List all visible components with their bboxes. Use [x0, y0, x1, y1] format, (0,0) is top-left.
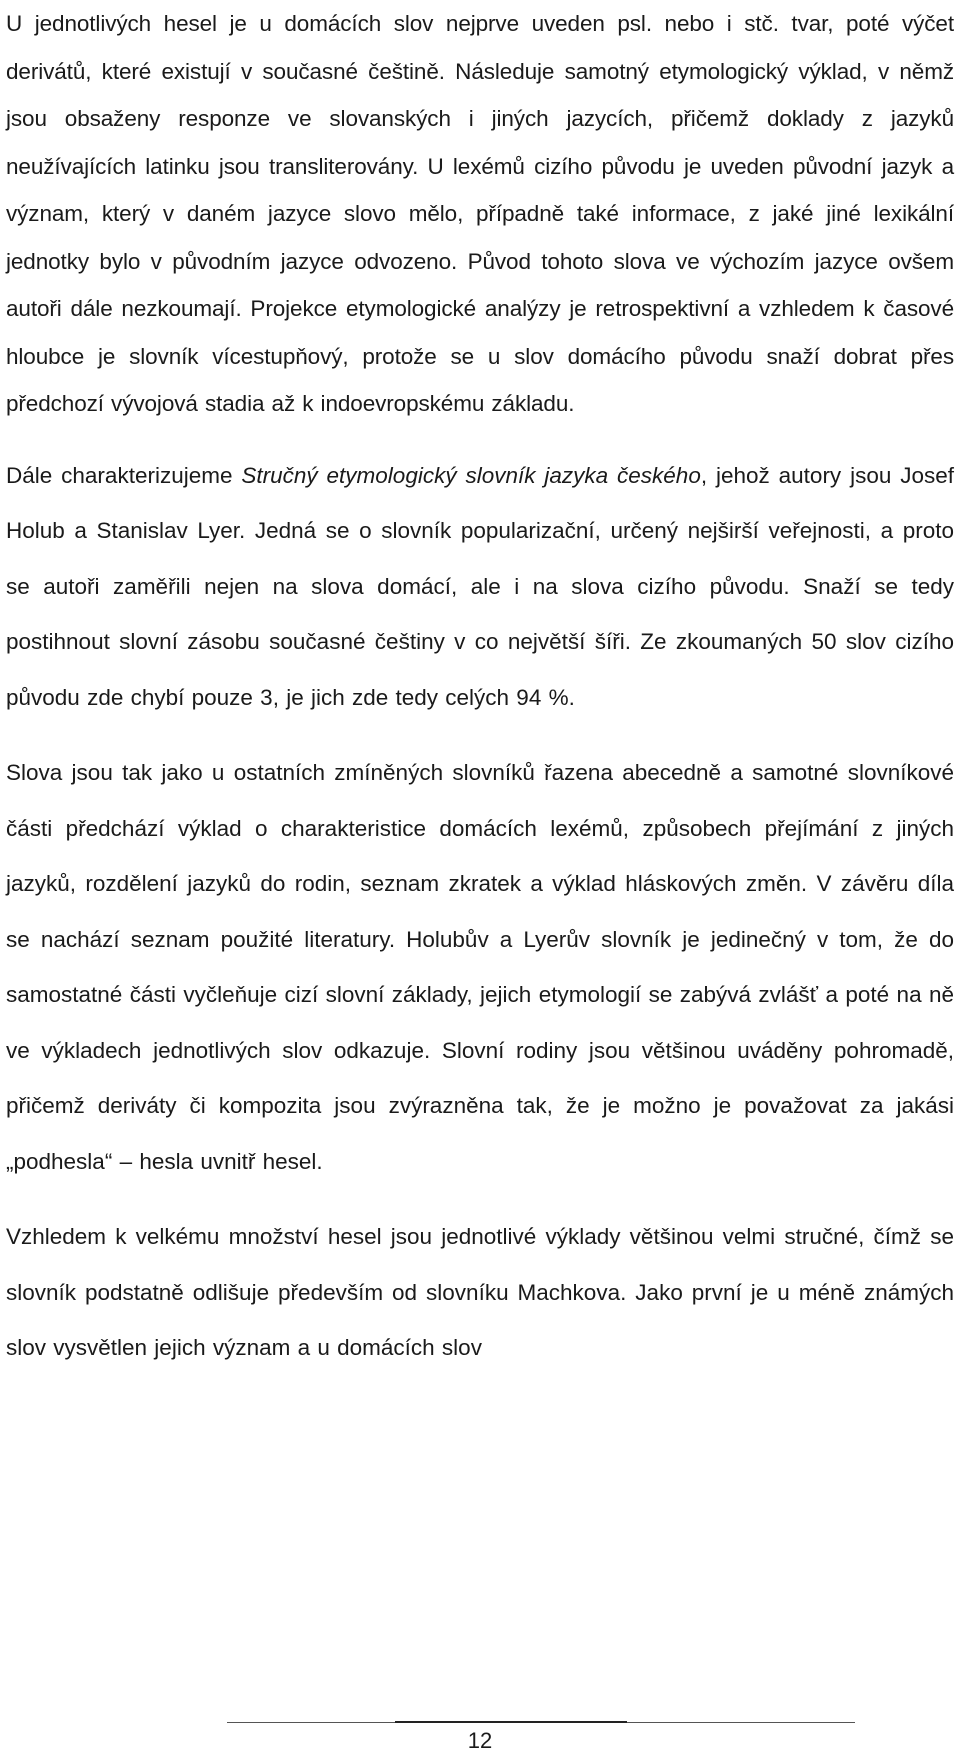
- paragraph-holub-lyer-body: , jehož autory jsou Josef Holub a Stanislav Lyer. Jedná se o slovník popularizační, určený nejširší veřejnosti, a proto se autoři zaměřili nejen na slova domácí, ale i na slova cizího původu. Snaží se tedy postihnout slovní zásobu současné češtiny v co největší šíři. Ze zkoumaných 50 slov cizího původu zde chybí pouze 3, je jich zde tedy celých 94 %.: [6, 462, 955, 710]
- paragraph-entry-brevity: Vzhledem k velkému množství hesel jsou jednotlivé výklady většinou velmi stručné, čímž se slovník podstatně odlišuje především od slovníku Machkova. Jako první je u méně známých slov vysvětlen jejich význam a u domácích slov: [6, 1224, 954, 1360]
- paragraph-etymology-method: U jednotlivých hesel je u domácích slov nejprve uveden psl. nebo i stč. tvar, poté výčet derivátů, které existují v současné češtině. Následuje samotný etymologický výklad, v němž jsou obsaženy responze ve slovanských i jiných jazycích, přičemž doklady z jazyků neužívajících latinku jsou transliterovány. U lexémů cizího původu je uveden původní jazyk a význam, který v daném jazyce slovo mělo, případně také informace, z jaké jiné lexikální jednotky bylo v původním jazyce odvozeno. Původ tohoto slova ve výchozím jazyce ovšem autoři dále nezkoumají. Projekce etymologické analýzy je retrospektivní a vzhledem k časové hloubce je slovník vícestupňový, protože se u slov domácího původu snaží dobrat přes předchozí vývojová stadia až k indoevropskému základu.: [6, 11, 954, 416]
- footer-rule: [227, 1722, 855, 1723]
- page-number: 12: [467, 1728, 493, 1753]
- footer-rule-accent: [395, 1721, 627, 1723]
- document-page: [6, 0, 954, 1376]
- paragraph-dictionary-structure: Slova jsou tak jako u ostatních zmíněných slovníků řazena abecedně a samotné slovníkové části předchází výklad o charakteristice domácích lexémů, způsobech přejímání z jiných jazyků, rozdělení jazyků do rodin, seznam zkratek a výklad hláskových změn. V závěru díla se nachází seznam použité literatury. Holubův a Lyerův slovník je jedinečný v tom, že do samostatné části vyčleňuje cizí slovní základy, jejich etymologií se zabývá zvlášť a poté na ně ve výkladech jednotlivých slov odkazuje. Slovní rodiny jsou většinou uváděny pohromadě, přičemž deriváty či kompozita jsou zvýrazněna tak, že je možno je považovat za jakási „podhesla“ – hesla uvnitř hesel.: [6, 760, 954, 1174]
- paragraph-holub-lyer-intro: Dále charakterizujeme: [6, 462, 242, 488]
- paragraph-holub-lyer: [6, 448, 954, 726]
- dictionary-title: Stručný etymologický slovník jazyka českého: [241, 462, 701, 488]
